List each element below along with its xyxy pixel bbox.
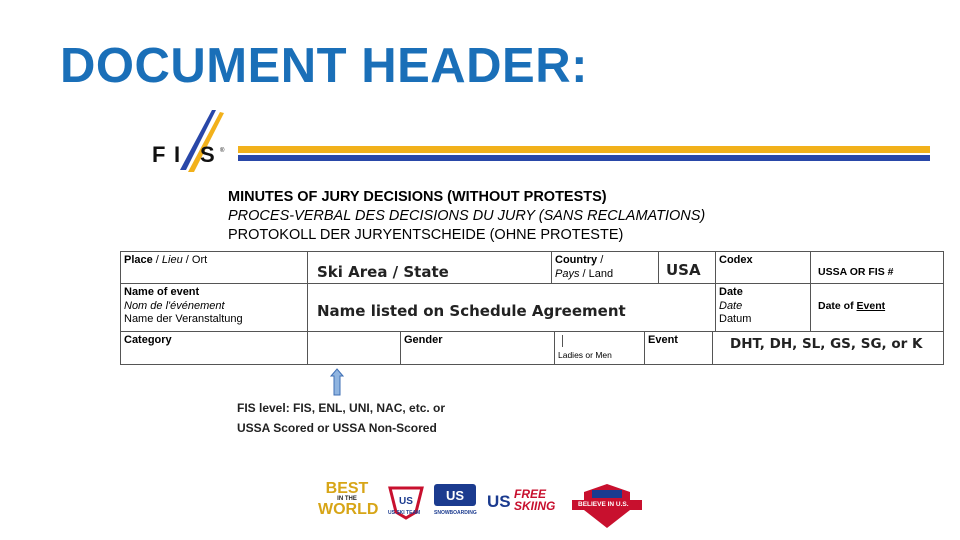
minutes-title-en: MINUTES OF JURY DECISIONS (WITHOUT PROTESTS) [228, 189, 607, 205]
date-label: Date Date Datum [719, 286, 752, 325]
svg-text:F: F [152, 142, 166, 167]
svg-text:®: ® [220, 148, 225, 154]
arrow-up-icon [330, 368, 344, 396]
minutes-heading [228, 188, 705, 245]
believe-in-us-logo: BELIEVE IN U.S. [572, 482, 642, 532]
place-value: Ski Area / State [317, 263, 449, 281]
date-value: Date of Event [818, 300, 886, 312]
event-name-value: Name listed on Schedule Agreement [317, 302, 626, 320]
page-title: DOCUMENT HEADER: [60, 39, 588, 93]
event-value: DHT, DH, SL, GS, SG, or K [730, 336, 923, 352]
codex-value: USSA OR FIS # [818, 266, 894, 278]
us-ski-team-logo: US US SKI TEAM [386, 482, 426, 532]
jury-form-header [120, 251, 944, 365]
best-in-the-world-logo: BEST IN THE WORLD [318, 480, 379, 518]
svg-text:S: S [200, 142, 215, 167]
gender-value: Ladies or Men [558, 350, 612, 360]
codex-label: Codex [719, 254, 753, 266]
us-snowboarding-logo: US SNOWBOARDING [432, 482, 478, 532]
svg-text:US: US [399, 496, 413, 507]
brand-stripe-blue [238, 155, 930, 161]
minutes-title-de: PROTOKOLL DER JURYENTSCHEIDE (OHNE PROTESTE) [228, 227, 624, 243]
svg-text:I: I [174, 142, 181, 167]
country-label: Country / Pays / Land [555, 254, 614, 280]
event-label: Event [648, 334, 678, 346]
fis-level-note: FIS level: FIS, ENL, UNI, NAC, etc. or USSA Scored or USSA Non-Scored [237, 401, 446, 435]
place-label: Place / Lieu / Ort [124, 254, 208, 266]
us-freeskiing-logo: US FREE SKIING [487, 487, 556, 513]
minutes-title-fr: PROCES-VERBAL DES DECISIONS DU JURY (SANS RECLAMATIONS) [228, 208, 706, 224]
svg-text:US: US [445, 488, 465, 503]
event-name-label: Name of event Nom de l'événement Name der Veranstaltung [124, 286, 243, 325]
gender-label: Gender [404, 334, 443, 346]
fis-logo [150, 108, 230, 178]
brand-stripe-yellow [238, 146, 930, 153]
country-value: USA [666, 261, 701, 279]
category-label: Category [124, 334, 172, 346]
